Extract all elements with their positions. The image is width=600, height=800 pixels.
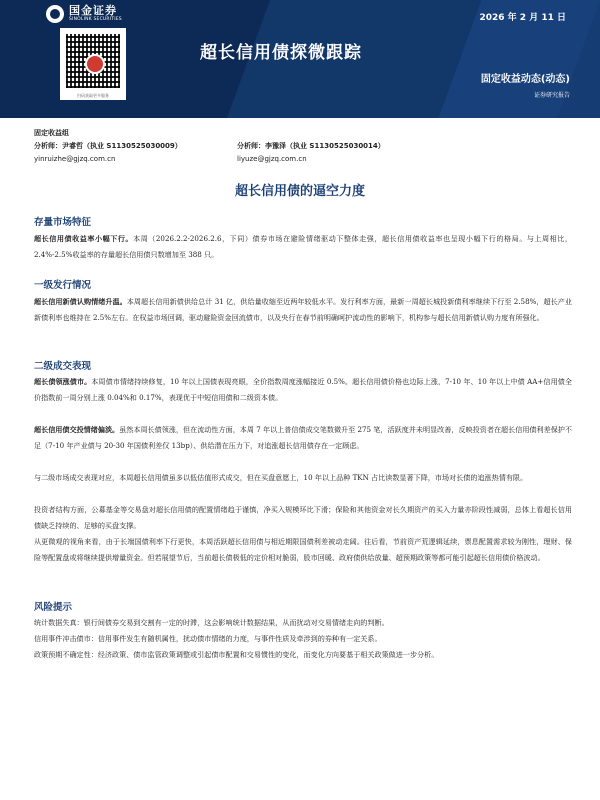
logo-icon — [46, 5, 64, 23]
paragraph-risk-2: 信用事件冲击债市：信用事件发生有随机属性，扰动债市情绪的力度，与事件性质及牵涉到的券种有一定关系。 — [34, 634, 382, 643]
paragraph-text: 本周债市情绪持续修复，10 年以上国债表现亮眼，全价指数周度涨幅接近 0.5%。超长信用债价格也边际上涨，7-10 年、10 年以上中债 AA+信用债全价指数前一周分别上涨 0.04%和 0.17%，表现优于中短信用债和二级资本债。 — [34, 377, 572, 402]
paragraph-secondary-4: 投资者结构方面，公募基金等交易盘对超长信用债的配置情绪趋于谨慎，净买入规模环比下滑；保险和其他资金对长久期资产的买入力量亦阶段性减弱，总体上看超长信用债缺乏持续的、足够的买盘支撑。 — [34, 505, 572, 530]
analyst-2: 分析师：李豫泽（执业 S1130525030014） — [237, 142, 385, 150]
paragraph-lead: 超长信用新债认购情绪升温。 — [34, 297, 127, 306]
paragraph-stock-market — [34, 231, 572, 263]
qr-code — [60, 28, 126, 100]
paragraph-secondary-3: 与二级市场成交表现对应，本周超长信用债虽多以低估值形式成交，但在买盘意愿上，10 年以上品种 TKN 占比读数显著下降，市场对长债的追涨热情有限。 — [34, 473, 528, 482]
company-logo — [46, 5, 122, 23]
report-date: 2026 年 2 月 11 日 — [479, 13, 566, 23]
document-title: 超长信用债的逼空力度 — [234, 184, 365, 199]
report-title: 超长信用债探微跟踪 — [200, 43, 362, 63]
paragraph-text: 本周超长信用新债供给总计 31 亿，供给量收缩至近两年较低水平。发行利率方面，最新一周超长城投新债利率继续下行至 2.58%，超长产业新债利率也维持在 2.5%左右。在权益市场回调，驱动避险资金回流债市，以及央行在春节前明确呵护流动性的影响下，机构参与超长信用新债认购力度有所强化。 — [34, 297, 573, 322]
paragraph-risk-1: 统计数据失真：银行间债券交易到交割有一定的时滞，这会影响统计数据结果，从而扰动对交易情绪走向的判断。 — [34, 618, 389, 627]
qr-logo-icon — [85, 54, 105, 74]
research-group: 固定收益组 — [34, 129, 69, 137]
logo-chinese: 国金证券 — [69, 4, 117, 17]
paragraph-secondary-1 — [34, 374, 572, 406]
logo-english: SINOLINK SECURITIES — [69, 17, 122, 22]
paragraph-risk-3: 政策预期不确定性：经济政策、债市监管政策调整或引起债市配置和交易惯性的变化，而变化方向要基于相关政策做进一步分析。 — [34, 650, 439, 659]
paragraph-lead: 超长信用债收益率小幅下行。 — [34, 234, 134, 243]
section-heading-secondary-trading: 二级成交表现 — [34, 361, 92, 372]
report-subtype: 证券研究报告 — [533, 92, 570, 99]
paragraph-primary-issuance — [34, 294, 572, 326]
analyst-2-email[interactable]: liyuze@gjzq.com.cn — [237, 155, 307, 163]
report-type: 固定收益动态(动态) — [480, 74, 570, 85]
paragraph-text: 本周（2026.2.2-2026.2.6，下同）债券市场在避险情绪驱动下整体走强，超长信用债收益率也呈现小幅下行的格局。与上周相比，2.4%-2.5%收益率的存量超长信用债只数增加至 388 只。 — [34, 234, 573, 259]
paragraph-lead: 超长债领涨债市。 — [34, 377, 92, 386]
paragraph-text: 虽然本周长债领涨，但在流动性方面，本周 7 年以上普信债成交笔数微升至 275 笔，活跃度并未明显改善，反映投资者在超长信用债利差保护不足（7-10 年产业债与 20-30 年国债利差仅 13bp）、供给潜在压力下，对追涨超长信用债存在一定顾虑。 — [34, 425, 572, 450]
analyst-1-email[interactable]: yinruizhe@gjzq.com.cn — [34, 155, 116, 163]
header-banner — [0, 0, 600, 118]
section-heading-primary-issuance: 一级发行情况 — [34, 280, 92, 291]
paragraph-secondary-2 — [34, 422, 572, 454]
paragraph-secondary-5: 从更微观的视角来看，由于长端国债利率下行更快，本周活跃超长信用债与相近期限国债利差被动走阔。往后看，节前资产荒逻辑延续，票息配置需求较为刚性，理财、保险等配置盘或将继续提供增量资金。但若展望节后，当前超长债极低的定价相对脆弱，股市回暖、政府债供给放量、超预期政策等都可能引起超长信用债价格波动。 — [34, 537, 572, 562]
section-heading-risk: 风险提示 — [34, 602, 73, 613]
paragraph-lead: 超长信用债交投情绪偏淡。 — [34, 425, 120, 434]
qr-caption: 扫码获取更多服务 — [77, 93, 109, 98]
section-heading-stock-market: 存量市场特征 — [34, 217, 92, 228]
analyst-1: 分析师：尹睿哲（执业 S1130525030009） — [34, 142, 182, 150]
